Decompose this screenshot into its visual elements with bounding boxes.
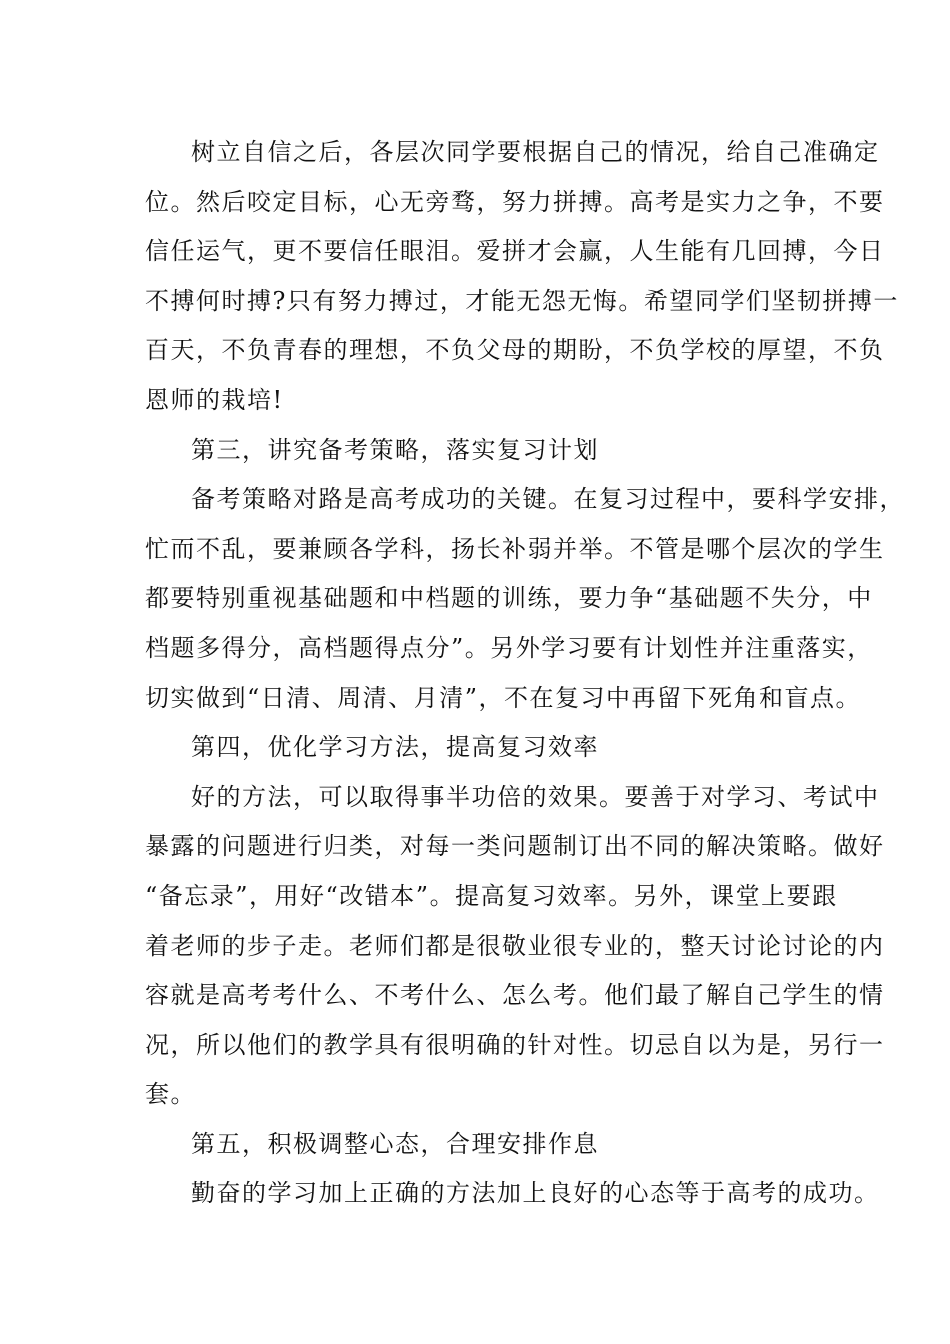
section-heading-fifth [145, 1120, 835, 1170]
text-line: 树立自信之后，各层次同学要根据自己的情况，给自己准确定 [191, 138, 880, 166]
paragraph-methods [145, 773, 885, 1120]
text-line: 百天，不负青春的理想，不负父母的期盼，不负学校的厚望，不负 [145, 336, 885, 365]
text-line: 切实做到“日清、周清、月清”，不在复习中再留下死角和盲点。 [145, 683, 862, 712]
text-line: 着老师的步子走。老师们都是很敬业很专业的，整天讨论讨论的内 [145, 931, 885, 960]
heading-text: 第四，优化学习方法，提高复习效率 [191, 733, 599, 762]
text-line: 位。然后咬定目标，心无旁骛，努力拼搏。高考是实力之争，不要 [145, 187, 885, 216]
text-line: 忙而不乱，要兼顾各学科，扬长补弱并举。不管是哪个层次的学生 [145, 534, 885, 563]
paragraph-mindset [145, 1169, 880, 1219]
paragraph-confidence [145, 128, 899, 426]
document-body [145, 128, 905, 1219]
text-line: 恩师的栽培! [145, 385, 284, 414]
text-line: 都要特别重视基础题和中档题的训练，要力争“基础题不失分，中 [145, 584, 873, 613]
text-line: 套。 [145, 1080, 196, 1109]
text-line: 况，所以他们的教学具有很明确的针对性。切忌自以为是，另行一 [145, 1030, 885, 1059]
section-heading-fourth [145, 723, 835, 773]
text-line: 档题多得分，高档题得点分”。另外学习要有计划性并注重落实， [145, 633, 873, 662]
text-line: 暴露的问题进行归类，对每一类问题制订出不同的解决策略。做好 [145, 832, 885, 861]
text-line: 信任运气，更不要信任眼泪。爱拼才会赢，人生能有几回搏，今日 [145, 237, 885, 266]
heading-text: 第三，讲究备考策略，落实复习计划 [191, 435, 599, 464]
text-line: 备考策略对路是高考成功的关键。在复习过程中，要科学安排， [191, 485, 905, 514]
text-line: “备忘录”，用好“改错本”。提高复习效率。另外，课堂上要跟 [145, 881, 838, 910]
text-line: 容就是高考考什么、不考什么、怎么考。他们最了解自己学生的情 [145, 981, 885, 1010]
text-line: 不搏何时搏?只有努力搏过，才能无怨无悔。希望同学们坚韧拼搏一 [145, 286, 899, 315]
text-line: 勤奋的学习加上正确的方法加上良好的心态等于高考的成功。 [191, 1179, 880, 1208]
section-heading-third [145, 426, 835, 476]
heading-text: 第五，积极调整心态，合理安排作息 [191, 1129, 599, 1158]
paragraph-strategy [145, 475, 905, 723]
text-line: 好的方法，可以取得事半功倍的效果。要善于对学习、考试中 [191, 782, 880, 811]
